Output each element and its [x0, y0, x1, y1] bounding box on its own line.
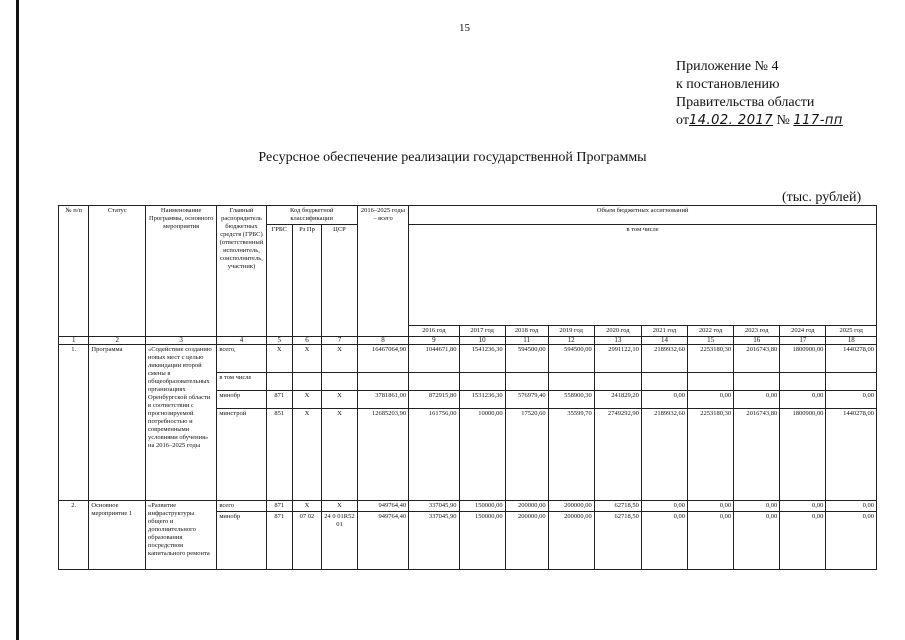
cell-total: 949764,40: [357, 512, 408, 570]
column-number: 9: [409, 337, 459, 345]
cell-value: [548, 373, 594, 391]
cell-value: 558900,30: [548, 391, 594, 409]
column-number: 15: [688, 337, 734, 345]
column-number: 16: [734, 337, 780, 345]
cell-code: 871: [266, 391, 292, 409]
cell-value: [641, 373, 687, 391]
cell-total: [357, 373, 408, 391]
header-total: 2016–2025 годы – всего: [357, 206, 408, 337]
cell-value: 0,00: [780, 512, 826, 570]
column-number: 5: [266, 337, 292, 345]
cell-csr: X: [322, 409, 358, 501]
column-number: 18: [826, 337, 877, 345]
cell-value: 200000,00: [505, 512, 548, 570]
row-number: 2.: [59, 501, 89, 570]
cell-value: 576979,40: [505, 391, 548, 409]
handwritten-date: 14.02. 2017: [688, 113, 774, 128]
cell-value: 594500,00: [505, 345, 548, 373]
header-year: 2017 год: [459, 326, 505, 337]
cell-rzpr: 07 02: [292, 512, 321, 570]
header-year: 2018 год: [505, 326, 548, 337]
cell-value: 0,00: [641, 501, 687, 512]
header-year: 2024 год: [780, 326, 826, 337]
header-row-1: [59, 206, 877, 225]
cell-value: 62718,50: [594, 512, 641, 570]
header-grbs: Главный распорядитель бюджетных средств (ГРБС) (ответственный исполнитель, соисполнитель, участник): [217, 206, 266, 337]
cell-value: 2991122,10: [594, 345, 641, 373]
cell-value: 872915,80: [409, 391, 459, 409]
cell-value: 1531236,30: [459, 391, 505, 409]
cell-value: 2749292,90: [594, 409, 641, 501]
header-rzpr: Рз Пр: [292, 225, 321, 337]
cell-code: 871: [266, 512, 292, 570]
header-csr: ЦСР: [322, 225, 358, 337]
column-number: 11: [505, 337, 548, 345]
appendix-line-1: Приложение № 4: [676, 59, 779, 74]
units-label: (тыс. рублей): [782, 190, 862, 205]
cell-value: [594, 373, 641, 391]
column-number: 10: [459, 337, 505, 345]
header-volume: Объем бюджетных ассигнований: [409, 206, 877, 225]
cell-value: 2016743,80: [734, 409, 780, 501]
date-prefix: от: [676, 113, 689, 128]
header-including: в том числе: [409, 225, 877, 326]
cell-rzpr: X: [292, 501, 321, 512]
appendix-block: [676, 58, 843, 130]
cell-csr: 24 0 01R52 01: [322, 512, 358, 570]
cell-grbs: всего: [217, 501, 266, 512]
cell-grbs: минобр: [217, 391, 266, 409]
cell-value: 1440278,00: [826, 345, 877, 373]
cell-rzpr: [292, 373, 321, 391]
header-year: 2022 год: [688, 326, 734, 337]
cell-rzpr: X: [292, 409, 321, 501]
cell-value: 0,00: [688, 391, 734, 409]
cell-value: 10000,00: [459, 409, 505, 501]
header-num: № п/п: [59, 206, 89, 337]
cell-value: 0,00: [826, 512, 877, 570]
cell-value: 200000,00: [548, 501, 594, 512]
page-number: 15: [459, 22, 470, 34]
cell-value: 0,00: [826, 501, 877, 512]
table-row: [59, 345, 877, 373]
cell-code: X: [266, 345, 292, 373]
scan-margin: [0, 0, 15, 640]
cell-csr: X: [322, 501, 358, 512]
header-year: 2020 год: [594, 326, 641, 337]
row-name: «Развитие инфраструктуры общего и дополнительного образования посредством капитального ремонта: [146, 501, 217, 570]
cell-grbs: в том числе: [217, 373, 266, 391]
cell-value: 0,00: [688, 501, 734, 512]
cell-code: 851: [266, 409, 292, 501]
column-number: 14: [641, 337, 687, 345]
cell-value: [505, 373, 548, 391]
cell-value: [826, 373, 877, 391]
cell-value: 0,00: [780, 501, 826, 512]
cell-value: 161756,00: [409, 409, 459, 501]
cell-value: [734, 373, 780, 391]
cell-rzpr: X: [292, 345, 321, 373]
cell-value: [409, 373, 459, 391]
cell-value: 1440278,00: [826, 409, 877, 501]
cell-grbs: минобр: [217, 512, 266, 570]
cell-value: 2016743,80: [734, 345, 780, 373]
row-status: Основное мероприятие 1: [89, 501, 146, 570]
handwritten-number: 117-пп: [793, 113, 843, 128]
cell-value: 150000,00: [459, 512, 505, 570]
column-number: 4: [217, 337, 266, 345]
cell-code: 871: [266, 501, 292, 512]
cell-value: 200000,00: [505, 501, 548, 512]
cell-value: 1541236,30: [459, 345, 505, 373]
cell-value: 1044671,80: [409, 345, 459, 373]
column-number: 3: [146, 337, 217, 345]
number-prefix: №: [776, 113, 790, 128]
cell-grbs: минстрой: [217, 409, 266, 501]
cell-value: 2253180,30: [688, 409, 734, 501]
cell-value: 200000,00: [548, 512, 594, 570]
cell-value: 0,00: [641, 512, 687, 570]
cell-value: 337045,90: [409, 501, 459, 512]
column-number: 1: [59, 337, 89, 345]
scan-border-line: [16, 0, 19, 640]
cell-value: 0,00: [826, 391, 877, 409]
header-name: Наименование Программы, основного мероприятия: [146, 206, 217, 337]
header-grbs-code: ГРБС: [266, 225, 292, 337]
row-status: Программа: [89, 345, 146, 501]
header-year: 2016 год: [409, 326, 459, 337]
header-code-group: Код бюджетной классификации: [266, 206, 357, 225]
header-year: 2023 год: [734, 326, 780, 337]
cell-code: [266, 373, 292, 391]
column-number: 17: [780, 337, 826, 345]
appendix-line-2: к постановлению: [676, 77, 780, 92]
cell-value: 1800900,00: [780, 345, 826, 373]
cell-csr: X: [322, 345, 358, 373]
budget-table: [58, 205, 877, 570]
cell-value: 0,00: [734, 501, 780, 512]
cell-value: 2189932,60: [641, 345, 687, 373]
cell-value: [780, 373, 826, 391]
table-row: [59, 501, 877, 512]
cell-value: 2253180,30: [688, 345, 734, 373]
cell-value: [459, 373, 505, 391]
appendix-date-line: [676, 112, 843, 130]
cell-rzpr: X: [292, 391, 321, 409]
cell-total: 949764,40: [357, 501, 408, 512]
cell-value: 594500,00: [548, 345, 594, 373]
cell-value: 0,00: [641, 391, 687, 409]
header-status: Статус: [89, 206, 146, 337]
column-number: 8: [357, 337, 408, 345]
cell-value: 0,00: [734, 512, 780, 570]
cell-total: 12685203,90: [357, 409, 408, 501]
cell-value: 337045,90: [409, 512, 459, 570]
row-number: 1.: [59, 345, 89, 501]
column-number: 7: [322, 337, 358, 345]
header-year: 2025 год: [826, 326, 877, 337]
cell-csr: [322, 373, 358, 391]
cell-value: 0,00: [780, 391, 826, 409]
cell-value: 0,00: [734, 391, 780, 409]
cell-total: 16467064,90: [357, 345, 408, 373]
cell-value: 1800900,00: [780, 409, 826, 501]
header-year: 2019 год: [548, 326, 594, 337]
cell-grbs: всего,: [217, 345, 266, 373]
header-year: 2021 год: [641, 326, 687, 337]
column-number: 2: [89, 337, 146, 345]
document-title: Ресурсное обеспечение реализации государственной Программы: [258, 150, 647, 165]
cell-csr: X: [322, 391, 358, 409]
cell-value: 62718,50: [594, 501, 641, 512]
cell-value: 35599,70: [548, 409, 594, 501]
cell-value: 2189932,60: [641, 409, 687, 501]
cell-value: 0,00: [688, 512, 734, 570]
cell-value: 17520,60: [505, 409, 548, 501]
cell-total: 3781861,00: [357, 391, 408, 409]
row-name: «Содействие созданию новых мест с целью ликвидации второй смены в общеобразовательных организациях Оренбургской области в соответствии с прогнозируемой потребностью и современными условиями обучения» на 2016–2025 годы: [146, 345, 217, 501]
cell-value: 150000,00: [459, 501, 505, 512]
cell-value: [688, 373, 734, 391]
column-number: 12: [548, 337, 594, 345]
cell-value: 241829,20: [594, 391, 641, 409]
appendix-line-3: Правительства области: [676, 95, 815, 110]
column-number-row: [59, 337, 877, 345]
column-number: 13: [594, 337, 641, 345]
column-number: 6: [292, 337, 321, 345]
